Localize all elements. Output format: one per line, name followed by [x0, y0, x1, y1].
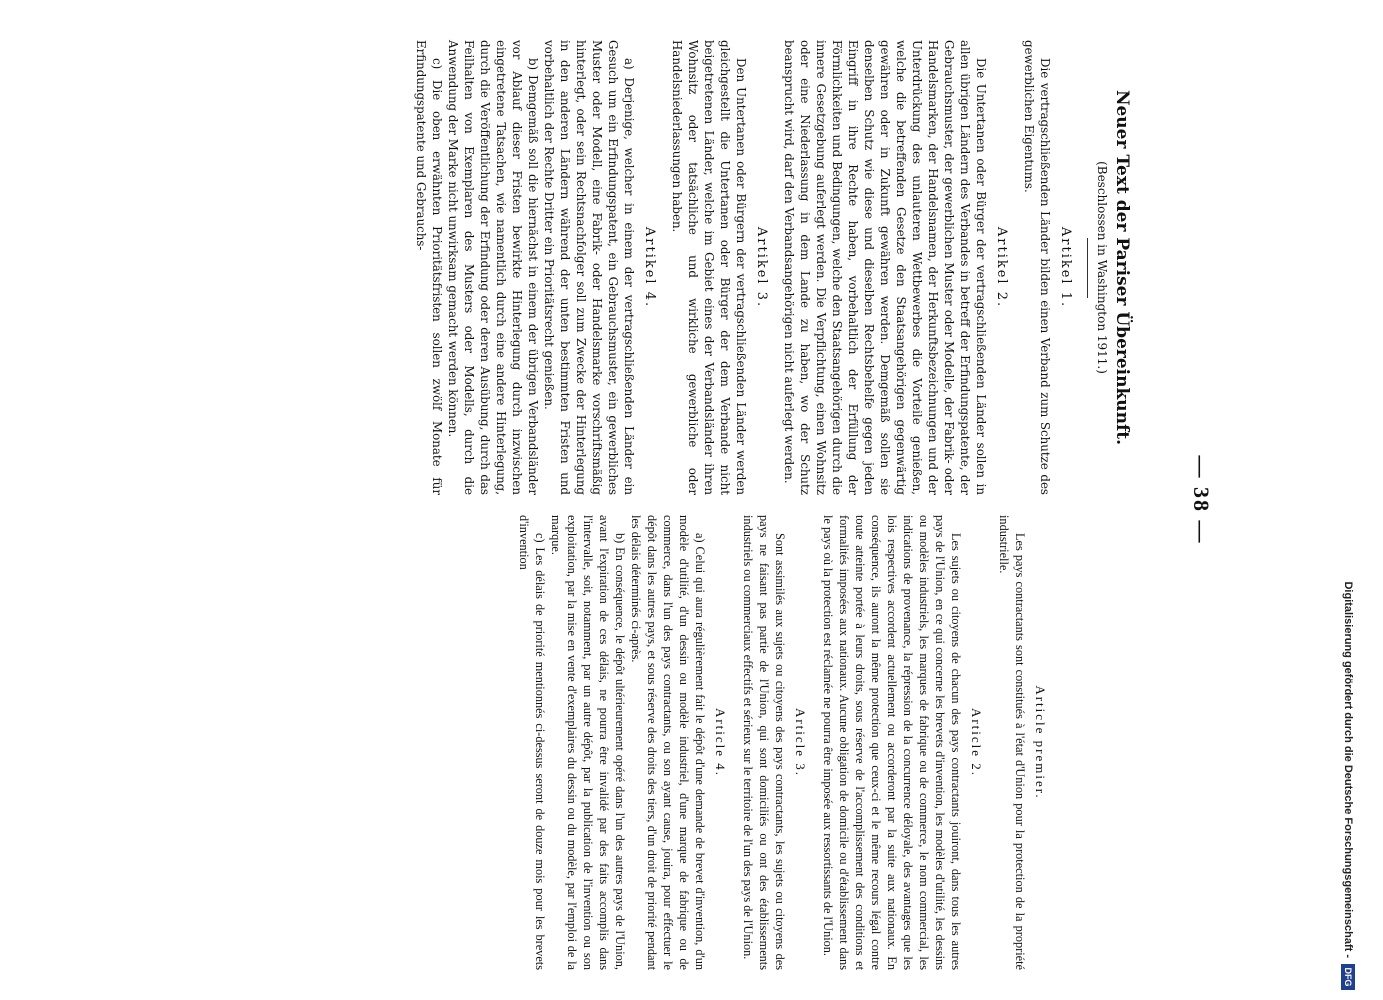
title-rule [1087, 238, 1088, 298]
page-number: — 38 — [1189, 455, 1214, 545]
german-article-paragraph: Den Untertanen oder Bürgern der vertragschließenden Länder werden gleichgestellt die Untertanen oder Bürger der dem Verbande nicht beigetretenen Länder, welche im Gebiet eines der Verbandsländer ihren Wohnsitz oder tatsächliche und wirkliche gewerbliche oder Handelsniederlassungen haben. [670, 40, 748, 495]
french-articles [516, 515, 1048, 970]
french-column [516, 515, 1060, 970]
german-column [413, 40, 1130, 495]
french-article-heading: Article 3. [793, 707, 808, 778]
german-article-paragraph: c) Die oben erwähnten Prioritätsfristen sollen zwölf Monate für Erfindungspatente und Gebrauchs- [414, 40, 444, 495]
french-article-paragraph: Sont assimilés aux sujets ou citoyens des pays contractants, les sujets ou citoyens des pays ne faisant pas partie de l'Union, qui sont domiciliés ou ont des établissements industriels ou commerciaux effectifs et sérieux sur le territoire de l'un des pays de l'Union. [741, 515, 787, 970]
german-article-heading: Artikel 3. [754, 226, 769, 309]
german-article-heading: Artikel 1. [1058, 226, 1073, 309]
german-article-paragraph: Die Untertanen oder Bürger der vertragschließenden Länder sollen in allen übrigen Ländern des Verbandes in betreff der Erfindungspatente, der Gebrauchsmuster, der gewerblichen Muster oder Modelle, der Fabrik- oder Handelsmarken, der Handelsnamen, der Herkunftsbezeichnungen und der Unterdrückung des unlauteren Wettbewerbes die Vorteile genießen, welche die betreffenden Gesetze den Staatsangehörigen gegenwärtig gewähren oder in Zukunft gewähren werden. Demgemäß sollen sie denselben Schutz wie diese und dieselben Rechtsbehelfe gegen jeden Eingriff in ihre Rechte haben, vorbehaltlich der Erfüllung der Förmlichkeiten und Bedingungen, welche den Staatsangehörigen durch die innere Gesetzgebung auferlegt werden. Die Verpflichtung, einen Wohnsitz oder eine Niederlassung in dem Lande zu haben, wo der Schutz beansprucht wird, darf den Verbandsangehörigen nicht auferlegt werden. [782, 40, 988, 495]
digitization-footer [1336, 0, 1360, 1000]
german-article-heading: Artikel 4. [642, 226, 657, 309]
german-article-paragraph: Die vertragschließenden Länder bilden einen Verband zum Schutze des gewerblichen Eigentums. [1022, 40, 1052, 495]
footer-text: Digitalisierung gefördert durch die Deutsche Forschungsgemeinschaft - [1342, 581, 1354, 958]
german-article-paragraph: b) Demgemäß soll die hiernächst in einem der übrigen Verbandsländer vor Ablauf dieser Fristen bewirkte Hinterlegung durch inzwischen eingetretene Tatsachen, wie namentlich durch eine andere Hinterlegung, durch die Veröffentlichung der Erfindung oder deren Ausübung, durch das Feilhalten von Exemplaren des Musters oder Modells, durch die Anwendung der Marke nicht unwirksam gemacht werden können. [446, 40, 540, 495]
french-article-heading: Article premier. [1033, 685, 1048, 800]
german-subtitle: (Beschlossen in Washington 1911.) [1095, 161, 1109, 374]
german-article-paragraph: a) Derjenige, welcher in einem der vertragschließenden Länder ein Gesuch um ein Erfindungspatent, ein Gebrauchsmuster, ein gewerbliches Muster oder Modell, eine Fabrik- oder Handelsmarke vorschriftsmäßig hinterlegt, oder sein Rechtsnachfolger soll zum Zwecke der Hinterlegung in den anderen Ländern während der unten bestimmten Fristen und vorbehaltlich der Rechte Dritter ein Prioritätsrecht genießen. [542, 40, 636, 495]
french-article-paragraph: Les sujets ou citoyens de chacun des pays contractants jouiront, dans tous les autres pays de l'Union, en ce qui concerne les brevets d'invention, les modèles d'utilité, les dessins ou modèles industriels, les marques de fabrique ou de commerce, le nom commercial, les indications de provenance, la répression de la concurrence déloyale, des avantages que les lois respectives accordent actuellement ou accorderont par la suite aux nationaux. En conséquence, ils auront la même protection que ceux-ci et le même recours légal contre toute atteinte portée à leurs droits, sous réserve de l'accomplissement des conditions et formalités imposées aux nationaux. Aucune obligation de domicile ou d'établissement dans le pays où la protection est réclamée ne pourra être imposée aux ressortissants de l'Union. [821, 515, 963, 970]
dfg-logo: DFG [1341, 964, 1355, 990]
french-article-heading: Article 2. [969, 707, 984, 778]
german-article-heading: Artikel 2. [994, 226, 1009, 309]
french-article-paragraph: c) Les délais de priorité mentionnés ci-dessus seront de douze mois pour les brevets d'invention [517, 515, 547, 970]
german-articles [413, 40, 1073, 495]
french-article-paragraph: Les pays contractants sont constitués à l'état d'Union pour la protection de la propriété industrielle. [997, 515, 1027, 970]
french-article-paragraph: a) Celui qui aura régulièrement fait le dépôt d'une demande de brevet d'invention, d'un modèle d'utilité, d'un dessin ou modèle industriel, d'une marque de fabrique ou de commerce, dans l'un des pays contractants, ou son ayant cause, jouira, pour effectuer le dépôt dans les autres pays, et sous réserve des droits des tiers, d'un droit de priorité pendant les délais déterminés ci-après. [629, 515, 707, 970]
german-title: Neuer Text der Pariser Übereinkunft. [1112, 89, 1132, 446]
french-article-paragraph: b) En conséquence, le dépôt ultérieurement opéré dans l'un des autres pays de l'Union, avant l'expiration de ces délais, ne pourra être invalidé par des faits accomplis dans l'intervalle, soit, notamment, par un autre dépôt, par la publication de l'invention ou son exploitation, par la mise en vente d'exemplaires du dessin ou du modèle, par l'emploi de la marque. [549, 515, 627, 970]
french-article-heading: Article 4. [713, 707, 728, 778]
